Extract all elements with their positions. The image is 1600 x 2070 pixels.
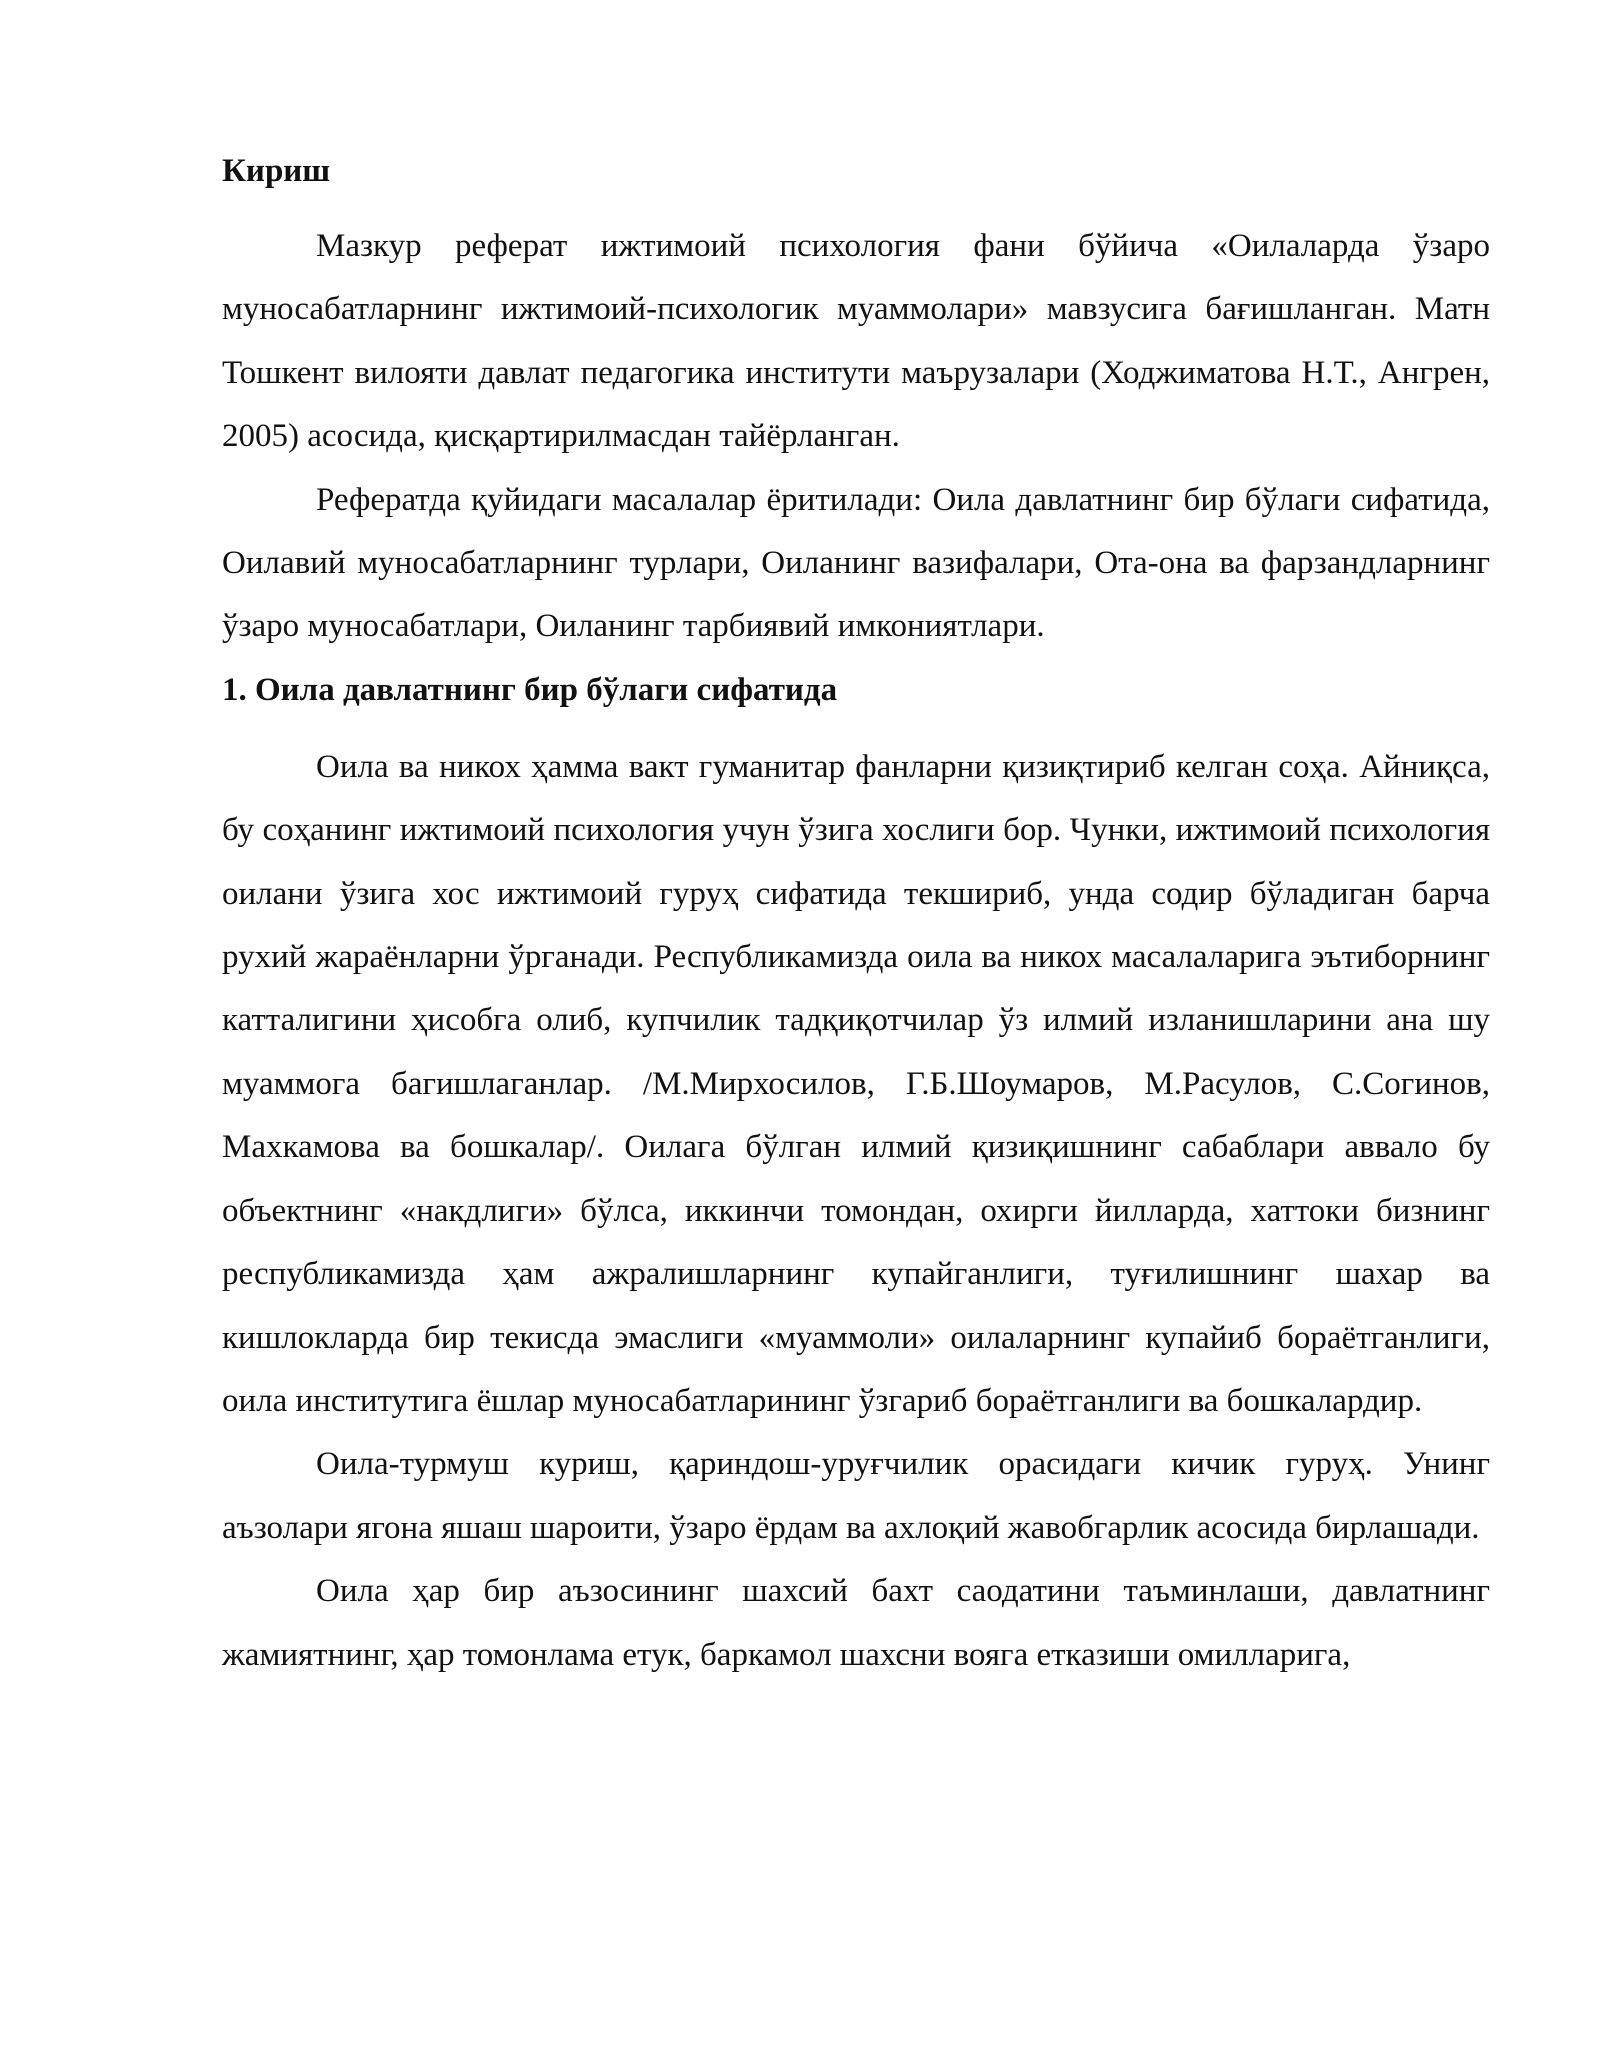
section-1-paragraph-3: Оила ҳар бир аъзосининг шахсий бахт саодатини таъминлаши, давлатнинг жамиятнинг, ҳар томонлама етук, баркамол шахсни вояга етказиши омилларига, — [222, 1573, 1490, 1673]
section-1-paragraph-2: Оила-турмуш куриш, қариндош-уруғчилик орасидаги кичик гуруҳ. Унинг аъзолари ягона яшаш шароити, ўзаро ёрдам ва ахлоқий жавобгарлик асосида бирлашади. — [222, 1446, 1490, 1546]
intro-heading: Кириш — [222, 153, 331, 189]
section-1-heading: 1. Оила давлатнинг бир бўлаги сифатида — [222, 671, 838, 708]
intro-paragraph-2: Рефератда қуйидаги масалалар ёритилади: Оила давлатнинг бир бўлаги сифатида, Оилавий муносабатларнинг турлари, Оиланинг вазифалари, Ота-она ва фарзандларнинг ўзаро муносабатлари, Оиланинг тарбиявий имкониятлари. — [222, 481, 1490, 645]
section-1-paragraph-1: Оила ва никох ҳамма вакт гуманитар фанларни қизиқтириб келган соҳа. Айниқса, бу соҳанинг ижтимоий психология учун ўзига хослиги бор. Чунки, ижтимоий психология оилани ўзига хос ижтимоий гуруҳ сифатида текшириб, унда содир бўладиган барча рухий жараёнларни ўрганади. Республикамизда оила ва никох масалаларига эътиборнинг катталигини ҳисобга олиб, купчилик тадқиқотчилар ўз илмий изланишларини ана шу муаммога багишлаганлар. /М.Мирхосилов, Г.Б.Шоумаров, М.Расулов, С.Согинов, Махкамова ва бошкалар/. Оилага бўлган илмий қизиқишнинг сабаблари аввало бу объектнинг «накдлиги» бўлса, иккинчи томондан, охирги йилларда, хаттоки бизнинг республикамизда ҳам ажралишларнинг купайганлиги, туғилишнинг шахар ва кишлокларда бир текисда эмаслиги «муаммоли» оилаларнинг купайиб бораётганлиги, оила институтига ёшлар муносабатларининг ўзгариб бораётганлиги ва бошкалардир. — [222, 748, 1490, 1419]
intro-paragraph-1: Мазкур реферат ижтимоий психология фани бўйича «Оилаларда ўзаро муносабатларнинг ижтимоий-психологик муаммолари» мавзусига бағишланган. Матн Тошкент вилояти давлат педагогика институти маърузалари (Ходжиматова Н.Т., Ангрен, 2005) асосида, қисқартирилмасдан тайёрланган. — [222, 228, 1490, 455]
document-page — [222, 140, 1490, 1687]
